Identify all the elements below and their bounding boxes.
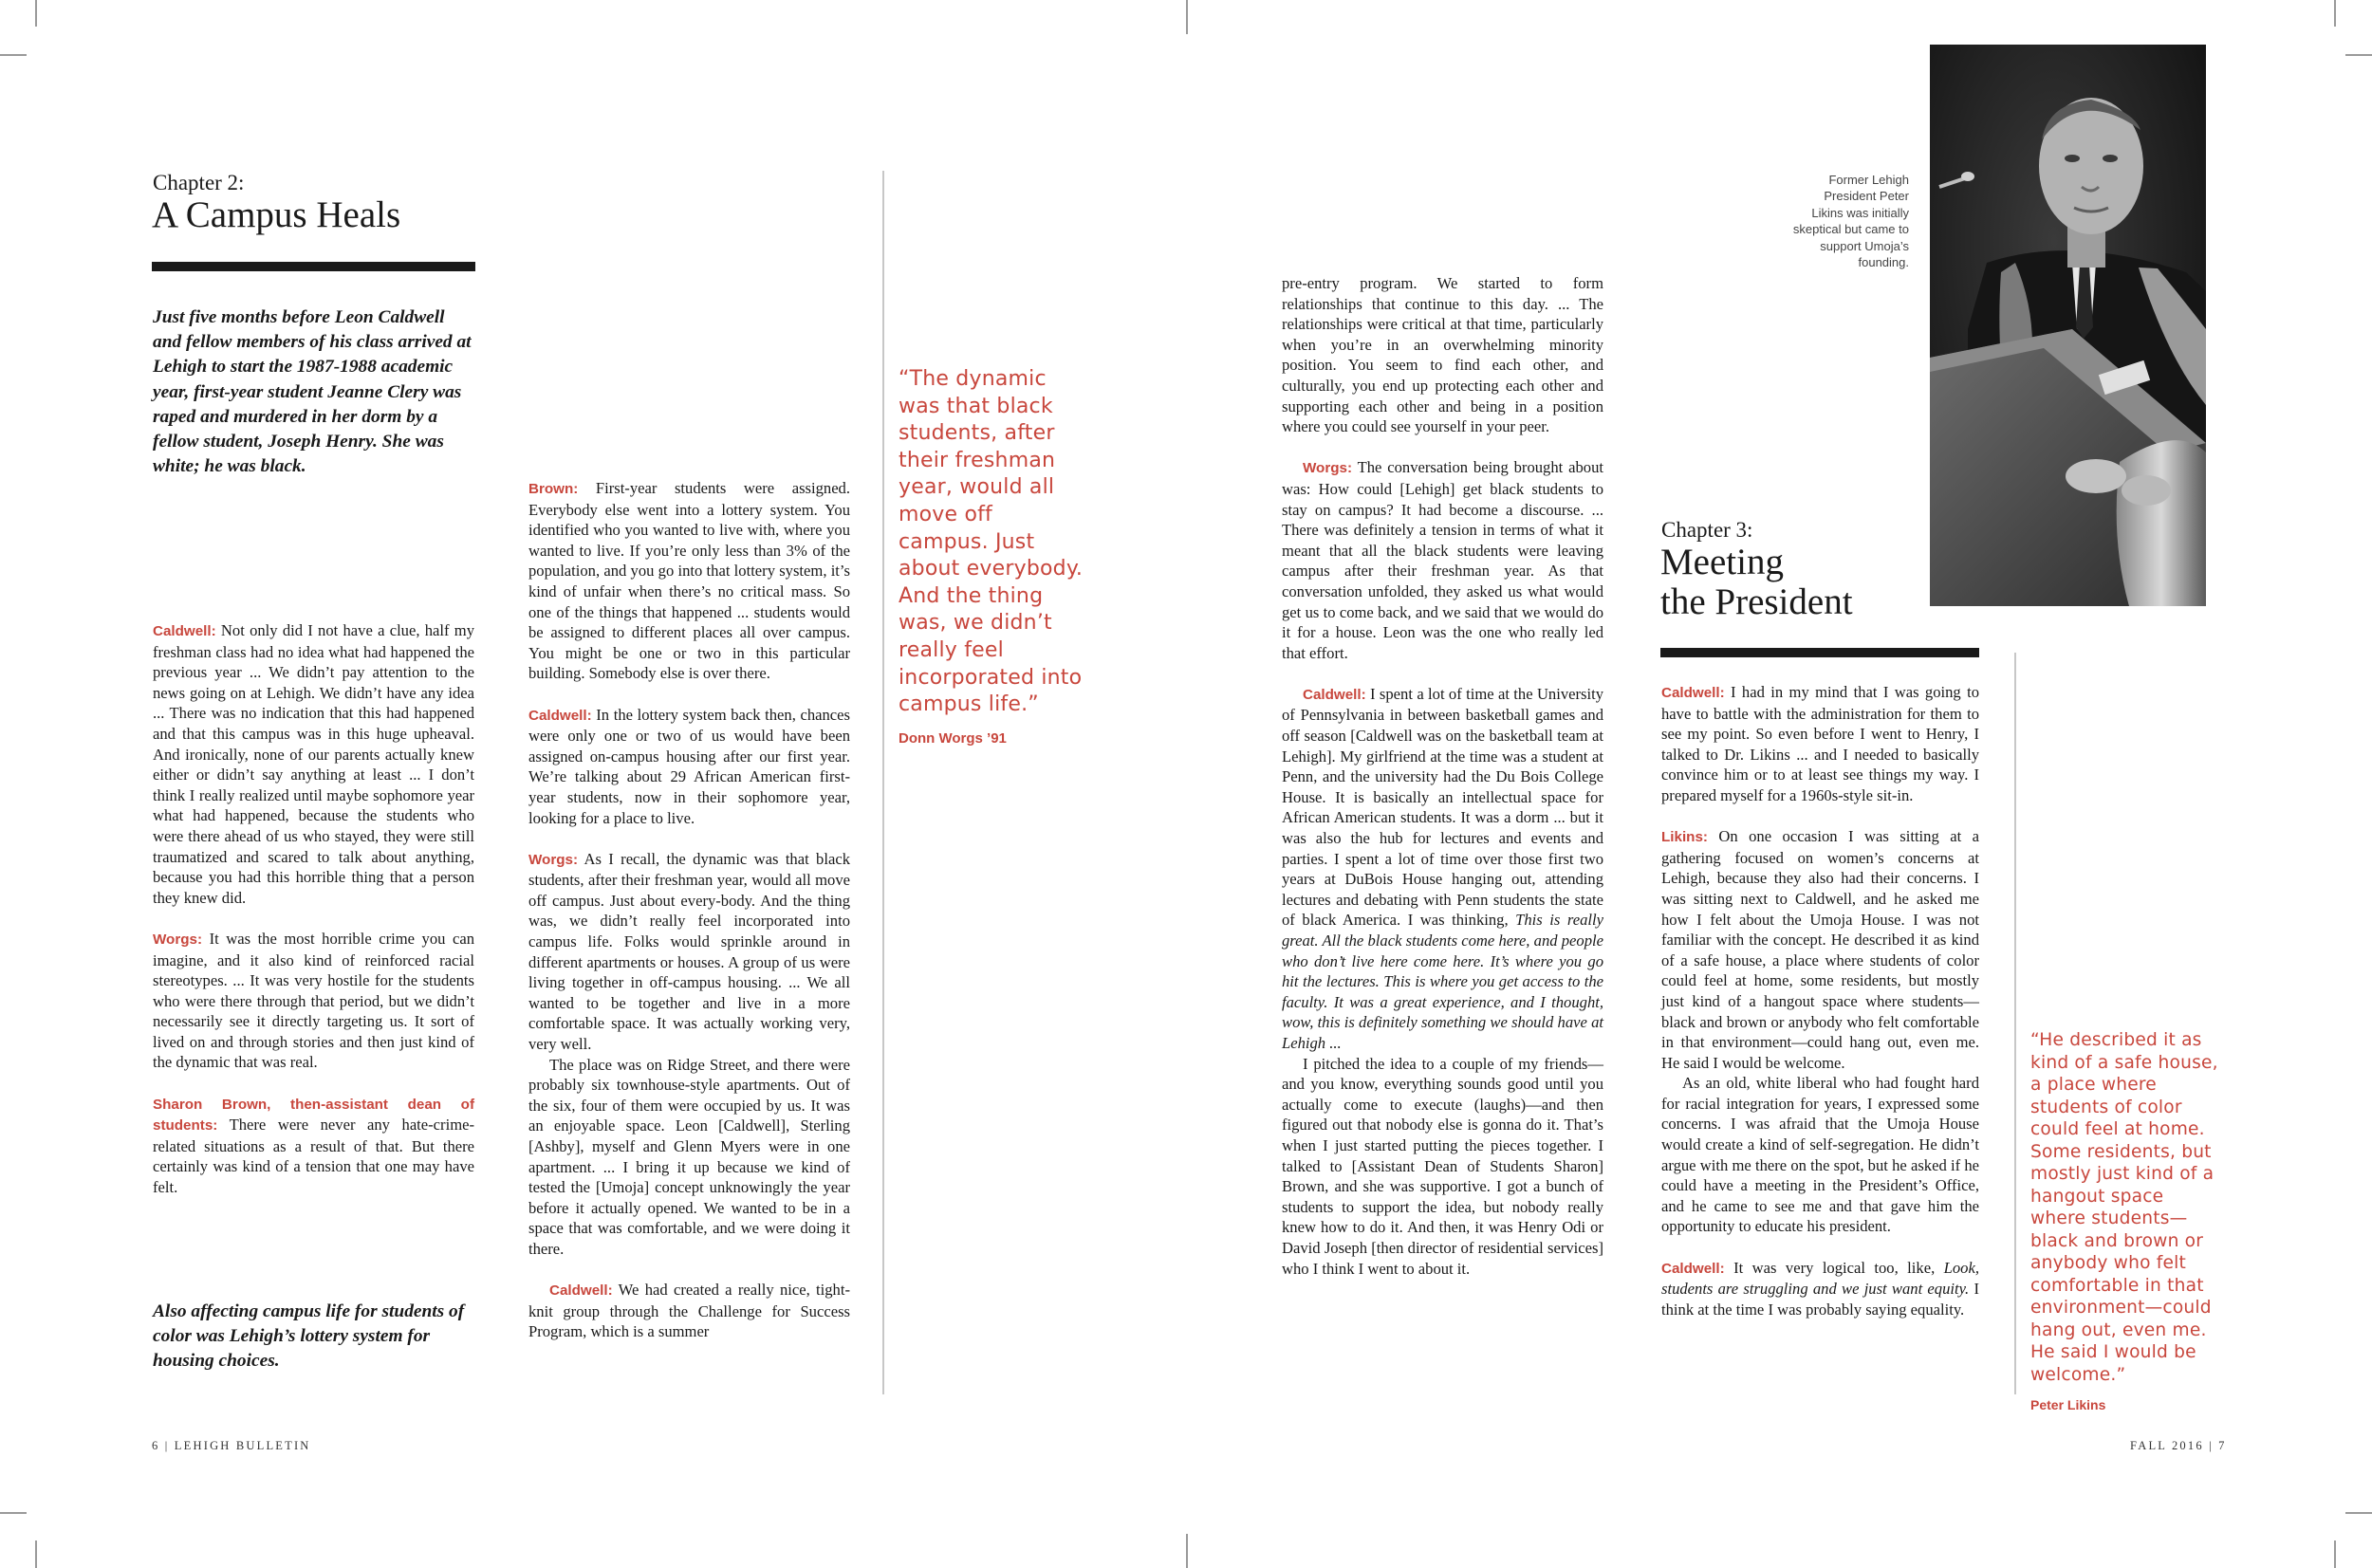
president-photo [1930, 45, 2206, 606]
paragraph [153, 1094, 474, 1198]
column-divider [882, 171, 884, 1394]
paragraph-text: First-year students were assigned. Everybody else went into a lottery system. You identified who you wanted to live with, where you wanted to live. If you’re only less than 3% of the population, and you go into that lottery system, it’s kind of unfair when there’s no critical mass. So one of the things that happened ... students would be assigned to different places all over campus. You might be one or two in this particular building. Somebody else is over there. [528, 479, 850, 683]
paragraph-text: On one occasion I was sitting at a gathering focused on women’s concerns at Lehigh, because they also had their concerns. I was sitting next to Caldwell, and he asked me how I felt about the Umoja House. I was not familiar with the concept. He described it as kind of a safe house, a place where students of color could feel at home, some residents, but mostly just kind of a hangout space where students—black and brown or anybody who felt comfortable in that environment—could hang out, even me. He said I would be welcome. [1661, 827, 1979, 1072]
paragraph [1282, 1054, 1603, 1280]
crop-mark [1186, 1534, 1188, 1568]
paragraph-italic: Look, students are struggling and we just want equity. [1661, 1258, 1979, 1299]
paragraph [1661, 682, 1979, 806]
page-folio-left: 6 | LEHIGH BULLETIN [152, 1439, 311, 1452]
paragraph-text: There were never any hate-crime-related situations as a result of that. But there certainly was kind of a tension that one may have felt. [153, 1116, 474, 1197]
paragraph-text: It was the most horrible crime you can imagine, and it also kind of reinforced racial stereotypes. ... It was very hostile for the students who were there through that period, but we didn’t necessarily see it directly targeting us. It sort of lived on and through stories and then just kind of the dynamic that was real. [153, 929, 474, 1072]
crop-mark [2334, 0, 2336, 27]
speaker-label: Caldwell: [1661, 685, 1725, 701]
speaker-label: Caldwell: [549, 1282, 613, 1300]
paragraph-text: It was very logical too, like, [1724, 1258, 1944, 1277]
paragraph [528, 1280, 850, 1342]
chapter-title-line: the President [1660, 581, 1853, 623]
crop-mark [2345, 1512, 2372, 1514]
crop-mark [35, 1540, 37, 1568]
speaker-label: Sharon Brown, then-assistant dean of students: [153, 1096, 474, 1134]
paragraph-italic: This is really great. All the black students come here, and people who don’t live here come here. It’s where you go hit the lectures. This is where you get access to the faculty. It was a great experience, and I thought, wow, this is definitely something we should have at Lehigh ... [1282, 911, 1603, 1052]
paragraph-text: The place was on Ridge Street, and there were probably six townhouse-style apartments. Out of the six, four of them were occupied by us. It was an enjoyable space. Leon [Caldwell], Sterling [Ashby], myself and Glenn Myers were in one apartment. ... I bring it up because we kind of tested the [Umoja] concept unknowingly the year before it actually opened. We wanted to be in a space that was comfortable, and we were doing it there. [528, 1055, 850, 1258]
crop-mark [2345, 54, 2372, 56]
speaker-label: Worgs: [528, 851, 579, 868]
photo-caption: Former Lehigh President Peter Likins was initially skeptical but came to support Umoja’s founding. [1792, 173, 1909, 270]
column-1 [153, 620, 474, 1218]
pull-quote-text: “He described it as kind of a safe house, a place where students of color could feel at home. Some residents, but mostly just kind of a hangout space where students—black and brown or anybody who felt comfortable in that environment—could hang out, even me. He said I would be welcome.” [2030, 1030, 2218, 1385]
paragraph-text: I pitched the idea to a couple of my friends—and you know, everything sounds good until you actually come to execute (laughs)—and then figured out that nobody else is gonna do it. That’s when I just started putting the pieces together. I talked to [Assistant Dean of Students Sharon] Brown, and she was supportive. I got a bunch of students to support the idea, but nobody really knew how to do it. And then, it was Henry Odi or David Joseph [then director of residential services] who I think I went to about it. [1282, 1054, 1603, 1278]
crop-mark [35, 0, 37, 27]
paragraph-text: Not only did I not have a clue, half my freshman class had no idea what had happened the previous year ... We didn’t pay attention to the news going on at Lehigh. We didn’t have any idea ... There was no indication that this had happened and that this campus was in this huge upheaval. And ironically, none of our parents actually knew either or didn’t say anything at least ... I don’t think I really realized until maybe sophomore year what had happened, because the students who were there ahead of us who stayed, they were still traumatized and scared to talk about anything, because you had this horrible thing that a person they knew did. [153, 621, 474, 907]
crop-mark [1186, 0, 1188, 34]
paragraph [1661, 1073, 1979, 1237]
paragraph [528, 478, 850, 684]
pull-quote-text: “The dynamic was that black students, after their freshman year, would all move off campus. Just about everybody. And the thing was, we didn’t really feel incorporated into campus life.” [899, 367, 1084, 717]
paragraph [1282, 273, 1603, 437]
chapter-title: A Campus Heals [152, 194, 401, 235]
speaker-label: Worgs: [1303, 460, 1353, 477]
paragraph [528, 705, 850, 829]
speaker-label: Likins: [1661, 829, 1708, 846]
column-2 [528, 478, 850, 1363]
speaker-label: Caldwell: [528, 707, 592, 724]
paragraph [153, 620, 474, 908]
paragraph [1282, 457, 1603, 663]
paragraph [1661, 1258, 1979, 1320]
paragraph [1661, 826, 1979, 1073]
chapter-label: Chapter 3: [1661, 518, 1753, 542]
crop-mark [0, 54, 27, 56]
speaker-label: Brown: [528, 481, 579, 497]
column-divider [2014, 653, 2016, 1394]
column-3 [1282, 273, 1603, 1300]
speaker-label: Caldwell: [153, 623, 216, 639]
speaker-label: Caldwell: [1303, 686, 1366, 703]
chapter-title-line: Meeting [1660, 542, 1784, 582]
chapter-title [1660, 543, 1853, 622]
pull-quote [2030, 1029, 2220, 1412]
page-folio-right: FALL 2016 | 7 [2130, 1439, 2227, 1452]
paragraph-text: As an old, white liberal who had fought hard for racial integration for years, I expressed some concerns. I was afraid that the Umoja House would create a kind of self-segregation. He didn’t argue with me there on the spot, but he asked if he could have a meeting in the President’s Office, and he came to see me and that gave him the opportunity to educate his president. [1661, 1074, 1979, 1236]
paragraph-text: We had created a really nice, tight-knit group through the Challenge for Success Program, which is a summer [528, 1281, 850, 1341]
paragraph [528, 1055, 850, 1260]
pull-quote-attribution: Peter Likins [2030, 1397, 2106, 1412]
column-4 [1661, 682, 1979, 1340]
crop-mark [0, 1512, 27, 1514]
photo-image [1930, 45, 2206, 606]
pull-quote [899, 366, 1088, 747]
paragraph-text: As I recall, the dynamic was that black students, after their freshman year, would all move off campus. Just about every-body. And the thing was, we didn’t really feel incorporated into campus life. Folks would sprinkle around in different apartments or houses. A group of us were living together in off-campus housing. ... We all wanted to be together and live in a more comfortable space. It was actually working very, very well. [528, 849, 850, 1054]
paragraph-text: The conversation being brought about was: How could [Lehigh] get black students to stay on campus? It had become a discourse. ... There was definitely a tension in terms of what it meant that all the black students were leaving campus after their freshman year. As that conversation unfolded, they asked us what would get us to come back, and we said that we would do it for a house. Leon was the one who really led that effort. [1282, 458, 1603, 662]
intro-paragraph: Just five months before Leon Caldwell and fellow members of his class arrived at Lehigh to start the 1987-1988 academic year, first-year student Jeanne Clery was raped and murdered in her dorm by a fellow student, Joseph Henry. She was white; he was black. [153, 307, 472, 477]
crop-mark [2334, 1540, 2336, 1568]
paragraph [1282, 684, 1603, 1054]
speaker-label: Caldwell: [1661, 1260, 1725, 1277]
paragraph [153, 929, 474, 1073]
chapter-label: Chapter 2: [153, 171, 245, 194]
chapter-rule [152, 262, 475, 271]
paragraph-text: I spent a lot of time at the University of Pennsylvania in between basketball games and off season [Caldwell was on the basketball team at Lehigh]. My girlfriend at the time was a student at Penn, and the university had the Du Bois College House. It is basically an intellectual space for African American students. It was a dorm ... but it was also the hub for lectures and events and parties. I spent a lot of time over those first two years at DuBois House hanging out, attending lectures and debating with Penn students the state of black America. I was thinking, [1282, 684, 1603, 930]
pull-quote-attribution: Donn Worgs ’91 [899, 729, 1007, 747]
paragraph-text: In the lottery system back then, chances were only one or two of us would have been assigned on-campus housing after our first year. We’re talking about 29 African American first-year students, now in their sophomore year, looking for a place to live. [528, 705, 850, 827]
paragraph [528, 849, 850, 1055]
paragraph-text: I think at the time I was probably saying equality. [1661, 1280, 1979, 1319]
paragraph-text: I had in my mind that I was going to have to battle with the administration for them to see my point. So even before I went to Henry, I talked to Dr. Likins ... and I needed to basically convince him or to at least see things my way. I prepared myself for a 1960s-style sit-in. [1661, 683, 1979, 804]
speaker-label: Worgs: [153, 931, 203, 948]
chapter-rule [1660, 648, 1979, 657]
closing-intro: Also affecting campus life for students of color was Lehigh’s lottery system for housing choices. [153, 1301, 465, 1372]
paragraph-text: pre-entry program. We started to form relationships that continue to this day. ... The relationships were critical at that time, particularly when you’re in an overwhelming minority position. You seem to find each other, and culturally, you end up protecting each other and supporting each other and being in a position where you could see yourself in your peer. [1282, 274, 1603, 436]
